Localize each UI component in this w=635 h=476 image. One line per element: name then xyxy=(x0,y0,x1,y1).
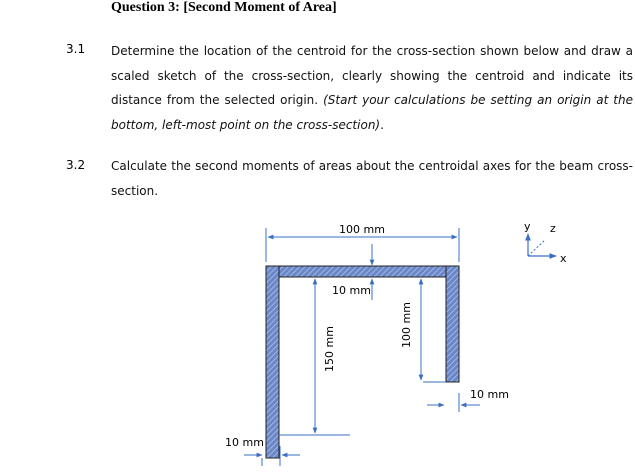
top-flange xyxy=(279,266,446,277)
y-axis-label: y xyxy=(524,220,531,233)
x-axis-label: x xyxy=(560,252,567,265)
item-number-3-2: 3.2 xyxy=(66,158,86,172)
right-web xyxy=(446,266,459,382)
left-thickness-label: 10 mm xyxy=(225,436,264,449)
item-3-1-text-end: . xyxy=(380,118,384,133)
question-heading: Question 3: [Second Moment of Area] xyxy=(111,0,337,15)
item-3-1-italic-note: (Start your calculations be setting an origin at the bottom, left-most point on the cross-section) xyxy=(111,93,633,133)
overall-width-label: 100 mm xyxy=(339,223,385,236)
item-number-3-1: 3.1 xyxy=(66,42,86,56)
item-3-1-text: Determine the location of the centroid for the cross-section shown below and draw a scaled sketch of the cross-section, clearly showing the centroid and indicate its distance from the selected origin. xyxy=(111,44,633,108)
extension-lines xyxy=(262,228,459,466)
z-axis-label: z xyxy=(550,222,556,235)
right-height-label: 100 mm xyxy=(400,302,413,348)
z-axis-arrow xyxy=(528,240,545,256)
axis-triad xyxy=(524,220,567,265)
item-text-3-2: Calculate the second moments of areas about the centroidal axes for the beam cross-section. xyxy=(111,159,633,198)
left-height-label: 150 mm xyxy=(323,326,336,372)
right-thickness-label: 10 mm xyxy=(470,388,509,401)
left-web xyxy=(266,266,279,458)
flange-thickness-label: 10 mm xyxy=(332,284,371,297)
